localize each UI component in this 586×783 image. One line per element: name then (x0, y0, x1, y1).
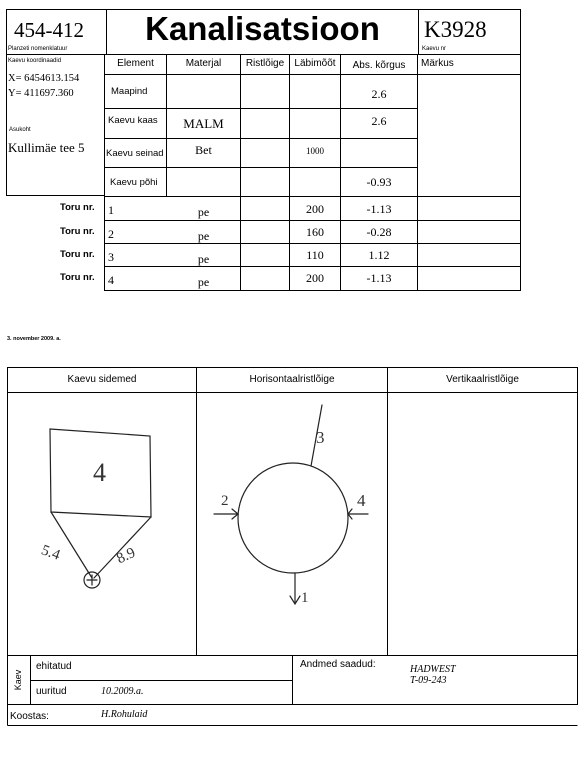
horisontaal-south-label: 1 (301, 590, 309, 606)
horisontaal-west-label: 2 (221, 493, 229, 509)
pipe-materjal-4: pe (197, 275, 210, 289)
row-labimoot-seinad: 1000 (306, 146, 324, 156)
uuritud-value: 10.2009.a. (101, 686, 144, 697)
y-coordinate: Y= 411697.360 (8, 88, 74, 99)
pipe-labimoot-1: 200 (306, 202, 324, 216)
uuritud-label: uuritud (36, 686, 67, 697)
sidemed-right-label: 8.9 (114, 544, 139, 568)
row-korgus-maapind: 2.6 (371, 87, 387, 101)
row-materjal-kaas: MALM (183, 116, 224, 131)
row-element-pohi: Kaevu põhi (110, 177, 158, 188)
sidemed-box-label: 4 (93, 458, 106, 487)
x-coordinate: X= 6454613.154 (8, 73, 80, 84)
col-header-korgus: Abs. kõrgus (352, 60, 406, 71)
koostas-value: H.Rohulaid (101, 709, 148, 720)
well-caption: Kaevu nr (422, 46, 447, 52)
pipe-korgus-4: -1.13 (366, 271, 392, 285)
sidemed-left-label: 5.4 (39, 542, 63, 564)
pipe-nr-1: 1 (108, 203, 114, 217)
ehitatud-label: ehitatud (36, 661, 72, 672)
koostas-label: Koostas: (10, 711, 49, 722)
col-header-labimoot: Läbimõõt (294, 58, 336, 69)
andmed-label: Andmed saadud: (300, 659, 376, 670)
kaev-label: Kaev (13, 669, 23, 691)
coords-label: Kaevu koordinaadid (8, 58, 62, 64)
pipe-korgus-2: -0.28 (366, 225, 392, 239)
row-element-seinad: Kaevu seinad (106, 148, 164, 159)
row-korgus-pohi: -0.93 (366, 175, 392, 189)
row-materjal-seinad: Bet (195, 143, 212, 157)
horisontaal-top-label: 3 (316, 428, 325, 447)
sketch-header-horisontaal: Horisontaalristlõige (249, 374, 335, 385)
pipe-korgus-1: -1.13 (366, 202, 392, 216)
col-header-markus: Märkus (421, 58, 454, 69)
horisontaal-east-label: 4 (357, 491, 366, 510)
location-label: Asukoht (9, 127, 31, 133)
row-korgus-kaas: 2.6 (371, 114, 387, 128)
pipe-materjal-3: pe (197, 252, 210, 266)
pipe-nr-2: 2 (108, 227, 114, 241)
pipe-label-4: Toru nr. (60, 272, 95, 283)
pipe-labimoot-3: 110 (306, 248, 324, 262)
location-value: Kullimäe tee 5 (8, 140, 85, 155)
date-line: 3. november 2009. a. (7, 336, 61, 342)
pipe-labimoot-4: 200 (306, 271, 324, 285)
col-header-materjal: Materjal (185, 58, 222, 69)
pipe-labimoot-2: 160 (306, 225, 324, 239)
andmed-value-2: T-09-243 (410, 675, 447, 686)
pipe-label-2: Toru nr. (60, 226, 95, 237)
andmed-value-1: HADWEST (410, 664, 456, 675)
planzeti-caption: Planzeti nomenklatuur (8, 46, 68, 52)
pipe-korgus-3: 1.12 (368, 248, 390, 262)
pipe-label-3: Toru nr. (60, 249, 95, 260)
pipe-materjal-1: pe (197, 205, 210, 219)
sketch-header-sidemed: Kaevu sidemed (67, 374, 137, 385)
well-number: K3928 (424, 17, 487, 42)
row-element-maapind: Maapind (111, 86, 148, 97)
pipe-label-1: Toru nr. (60, 202, 95, 213)
sketch-header-vertikaal: Vertikaalristlõige (446, 374, 519, 385)
planzeti-number: 454-412 (14, 18, 84, 42)
page-title: Kanalisatsioon (145, 10, 380, 47)
col-header-ristloige: Ristlõige (245, 58, 285, 69)
row-element-kaas: Kaevu kaas (108, 115, 158, 126)
col-header-element: Element (117, 58, 154, 69)
pipe-materjal-2: pe (197, 229, 210, 243)
pipe-nr-3: 3 (108, 250, 114, 264)
pipe-nr-4: 4 (108, 273, 114, 287)
